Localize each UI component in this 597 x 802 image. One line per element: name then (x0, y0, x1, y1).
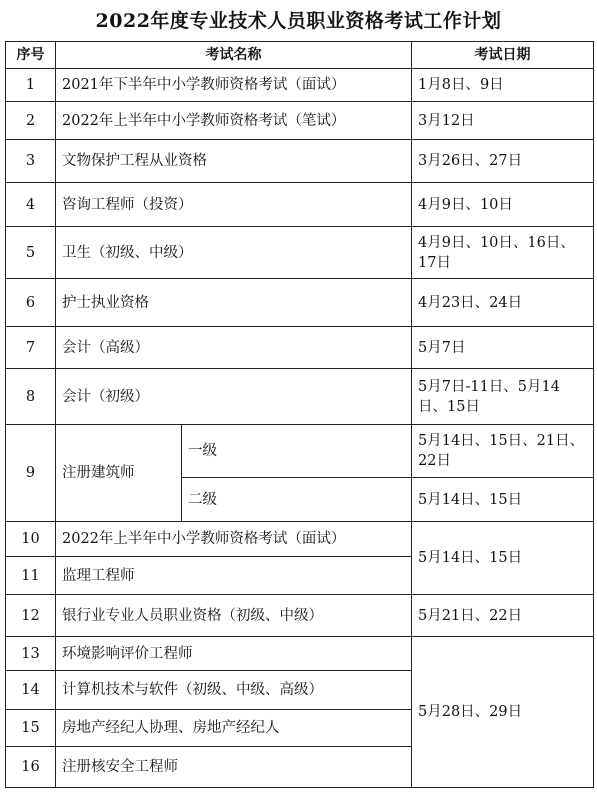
exam-name: 2022年上半年中小学教师资格考试（面试） (56, 522, 412, 557)
exam-name: 文物保护工程从业资格 (56, 140, 412, 183)
exam-date: 4月9日、10日、16日、17日 (412, 227, 594, 279)
row-no: 12 (6, 595, 56, 637)
exam-name: 会计（初级） (56, 369, 412, 425)
exam-name: 咨询工程师（投资） (56, 183, 412, 227)
exam-name: 会计（高级） (56, 327, 412, 369)
table-row (6, 637, 594, 671)
row-no: 15 (6, 710, 56, 747)
exam-date: 4月23日、24日 (412, 279, 594, 327)
exam-date: 3月12日 (412, 102, 594, 140)
exam-date: 3月26日、27日 (412, 140, 594, 183)
table-row (6, 227, 594, 279)
row-no: 10 (6, 522, 56, 557)
exam-schedule-table (5, 41, 594, 788)
exam-level: 二级 (182, 478, 412, 522)
table-row (6, 69, 594, 102)
row-no: 4 (6, 183, 56, 227)
row-no: 16 (6, 747, 56, 788)
table-row (6, 522, 594, 557)
row-no: 7 (6, 327, 56, 369)
table-header-row (6, 42, 594, 69)
table-row (6, 595, 594, 637)
table-row (6, 279, 594, 327)
row-no: 3 (6, 140, 56, 183)
exam-name: 房地产经纪人协理、房地产经纪人 (56, 710, 412, 747)
exam-date: 5月14日、15日 (412, 478, 594, 522)
exam-name: 银行业专业人员职业资格（初级、中级） (56, 595, 412, 637)
exam-date: 5月21日、22日 (412, 595, 594, 637)
table-row (6, 369, 594, 425)
exam-date: 4月9日、10日 (412, 183, 594, 227)
table-row (6, 425, 594, 478)
header-no: 序号 (6, 42, 56, 69)
row-no: 11 (6, 557, 56, 595)
row-no: 6 (6, 279, 56, 327)
table-row (6, 327, 594, 369)
exam-date: 5月7日-11日、5月14日、15日 (412, 369, 594, 425)
row-no: 14 (6, 671, 56, 710)
row-no: 8 (6, 369, 56, 425)
exam-name: 2021年下半年中小学教师资格考试（面试） (56, 69, 412, 102)
exam-date: 5月28日、29日 (412, 637, 594, 788)
header-name: 考试名称 (56, 42, 412, 69)
exam-name: 环境影响评价工程师 (56, 637, 412, 671)
exam-level: 一级 (182, 425, 412, 478)
exam-date: 5月14日、15日 (412, 522, 594, 595)
exam-name: 注册建筑师 (56, 425, 182, 522)
row-no: 5 (6, 227, 56, 279)
exam-date: 1月8日、9日 (412, 69, 594, 102)
exam-date: 5月14日、15日、21日、22日 (412, 425, 594, 478)
exam-name: 计算机技术与软件（初级、中级、高级） (56, 671, 412, 710)
page-title: 2022年度专业技术人员职业资格考试工作计划 (95, 10, 502, 32)
row-no: 1 (6, 69, 56, 102)
table-row (6, 102, 594, 140)
table-row (6, 183, 594, 227)
exam-date: 5月7日 (412, 327, 594, 369)
row-no: 9 (6, 425, 56, 522)
exam-name: 护士执业资格 (56, 279, 412, 327)
exam-name: 注册核安全工程师 (56, 747, 412, 788)
exam-name: 2022年上半年中小学教师资格考试（笔试） (56, 102, 412, 140)
row-no: 2 (6, 102, 56, 140)
exam-name: 卫生（初级、中级） (56, 227, 412, 279)
header-date: 考试日期 (412, 42, 594, 69)
exam-name: 监理工程师 (56, 557, 412, 595)
row-no: 13 (6, 637, 56, 671)
table-row (6, 140, 594, 183)
